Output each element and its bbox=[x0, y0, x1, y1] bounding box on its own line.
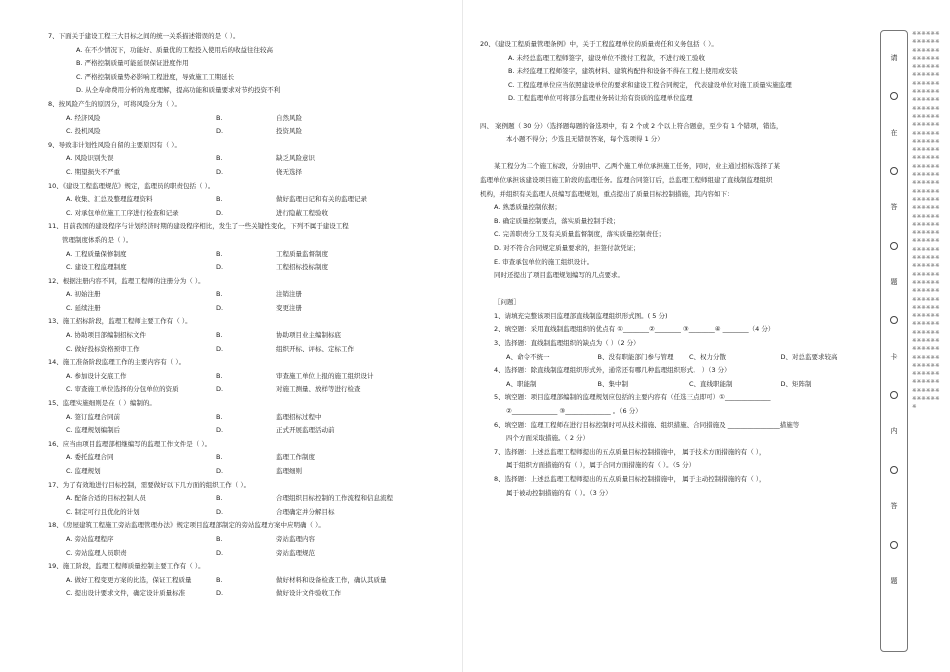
binding-circle-icon bbox=[890, 541, 898, 549]
option-b-marker: D. bbox=[216, 263, 224, 272]
option-a-text: A. 参加设计交底工作 bbox=[66, 371, 127, 380]
question-line: D. 对不符合合同规定质量要求的，拒签付款凭证； bbox=[494, 243, 640, 252]
option-a-text: A. 经济风险 bbox=[66, 113, 101, 122]
page-fold-line bbox=[462, 0, 463, 672]
right-question-column bbox=[480, 38, 872, 500]
binding-char: 题 bbox=[890, 576, 898, 585]
option-b-text: 监理工作制度 bbox=[276, 453, 315, 462]
option-a-text: C. 旁站监理人员职责 bbox=[66, 548, 127, 557]
binding-char: 卡 bbox=[890, 352, 898, 361]
question-line: 14、施工准备阶段监理工作的主要内容有（ ）。 bbox=[48, 358, 186, 367]
question-line: 3、选择题：直线制监理组织的缺点为（ ）（2 分） bbox=[494, 339, 640, 348]
option-row bbox=[48, 574, 443, 588]
binding-char: 题 bbox=[890, 278, 898, 287]
option-b-text: 进行隐蔽工程验收 bbox=[276, 208, 328, 217]
spacer bbox=[480, 106, 872, 120]
option-b-text: 投资风险 bbox=[276, 127, 302, 136]
option-a-text: A. 风险识别失误 bbox=[66, 154, 114, 163]
option-b-marker: B. bbox=[216, 290, 223, 299]
option-line: A. 在不少情况下，功能好、质量优的工程投入使用后的收益往往较高 bbox=[76, 45, 273, 54]
option-row bbox=[48, 451, 443, 465]
question-line: 本小题不得分；少选且无错误答案，每个选项得 1 分） bbox=[506, 135, 664, 144]
option-a-text: A. 收集、汇总及整理监理资料 bbox=[66, 195, 153, 204]
option-a-text: A. 初始注册 bbox=[66, 290, 101, 299]
option-b-text: 做好设计文件验收工作 bbox=[276, 589, 341, 598]
option-b-marker: D. bbox=[216, 167, 224, 176]
binding-margin-box bbox=[880, 30, 908, 652]
question-line: 7、选择题：上述总监理工程师提出的五点质量目标控制措施中， 属于技术方面措施的有（ ）， bbox=[494, 447, 766, 456]
question-line: 7、下面关于建设工程三大目标之间的统一关系描述错误的是（ ）。 bbox=[48, 32, 240, 40]
option-row bbox=[48, 465, 443, 479]
option-b-text: 缺乏风险意识 bbox=[276, 154, 315, 163]
option-a-text: A. 协助项目部编制招标文件 bbox=[66, 331, 146, 340]
option-row bbox=[48, 370, 443, 384]
option-b-marker: B. bbox=[216, 154, 223, 163]
question-line: 同时还提出了项目监理规划编写的几点要求。 bbox=[494, 271, 624, 280]
option-b-marker: B. bbox=[216, 575, 223, 584]
option-b-text: 合理组织目标控制的工作流程和信息流程 bbox=[276, 494, 393, 503]
option-row bbox=[48, 193, 443, 207]
question-line: A. 熟悉质量控制依据； bbox=[494, 203, 561, 212]
question-line: ②______________ ③______________ 。（6 分） bbox=[506, 407, 642, 416]
question-line: 监理单位承担该建设项目施工阶段的监理任务。监理合同签订后，总监理工程师组建了直线制监理组织 bbox=[480, 175, 773, 184]
option-b-text: 工程招标投标制度 bbox=[276, 263, 328, 272]
option-row bbox=[48, 411, 443, 425]
option-b-text: 协助项目业主编制标底 bbox=[276, 331, 341, 340]
option-b-text: B、没有职能部门参与管理 bbox=[597, 352, 674, 361]
option-a-text: A. 做好工程变更方案的比选，保证工程质量 bbox=[66, 575, 192, 584]
option-row bbox=[48, 587, 443, 601]
binding-circle-icon bbox=[890, 92, 898, 100]
option-row bbox=[48, 288, 443, 302]
option-b-marker: D. bbox=[216, 303, 224, 312]
option-row bbox=[48, 166, 443, 180]
option-row bbox=[48, 506, 443, 520]
option-row bbox=[48, 125, 443, 139]
question-line: 四、 案例题（ 30 分）（选择题每题的备选项中，有 2 个或 2 个以上符合题意，至少有 1 个错项，错选， bbox=[480, 121, 783, 130]
option-line: D. 工程监理单位可将部分监理业务转让给有资质的监理单位监理 bbox=[508, 94, 693, 103]
spacer bbox=[480, 283, 872, 297]
option-b-text: 做好材料和设备检查工作，确认其质量 bbox=[276, 575, 387, 584]
option-row bbox=[48, 207, 443, 221]
option-b-text: 变更注册 bbox=[276, 303, 302, 312]
option-a-text: C. 对承包单位施工工序进行检查和记录 bbox=[66, 208, 179, 217]
option-row bbox=[48, 492, 443, 506]
binding-circle-icon bbox=[890, 466, 898, 474]
option-d-text: D、矩阵制 bbox=[780, 379, 812, 388]
option-a-text: C. 做好投标资格预审工作 bbox=[66, 344, 140, 353]
option-b-marker: D. bbox=[216, 467, 224, 475]
question-line: B. 确定质量控制要点，落实质量控制手段； bbox=[494, 216, 620, 225]
question-line: 18、《房屋建筑工程施工旁站监理管理办法》规定项目监理部制定的旁站监理方案中应明确（ ）。 bbox=[48, 521, 325, 530]
option-b-text: 监理招标过程中 bbox=[276, 412, 322, 421]
question-line: 10、《建设工程监理规范》规定，监理员的职责包括（ ）。 bbox=[48, 181, 215, 190]
option-b-marker: B. bbox=[216, 113, 223, 122]
binding-char: 答 bbox=[890, 203, 898, 212]
question-line: 12、根据注册内容不同，监理工程师的注册分为（ ）。 bbox=[48, 276, 205, 285]
option-a-text: C. 建设工程监理制度 bbox=[66, 263, 127, 272]
option-d-text: D、对总监要求较高 bbox=[780, 352, 838, 361]
option-row bbox=[48, 302, 443, 316]
option-c-text: C、直线职能制 bbox=[689, 379, 733, 388]
question-line: ［问题］ bbox=[494, 298, 520, 307]
question-line: 属于被动控制措施的有（ ）。（3 分） bbox=[506, 488, 612, 497]
option-a-text: C. 期望损失不严重 bbox=[66, 167, 121, 176]
question-line: 属于组织方面措施的有（ ），属于合同方面措施的有（ ）。（5 分） bbox=[506, 461, 696, 470]
option-b-marker: D. bbox=[216, 344, 224, 353]
option-a-text: C. 监理规划编制后 bbox=[66, 426, 121, 435]
option-b-marker: B. bbox=[216, 249, 223, 258]
option-row bbox=[48, 343, 443, 357]
option-b-marker: B. bbox=[216, 195, 223, 204]
option-b-text: 做好监理日记和有关的监理记录 bbox=[276, 195, 367, 204]
option-b-text: 合理确定并分解目标 bbox=[276, 507, 335, 516]
option-line: D. 从全寿命费用分析的角度理解，提高功能和质量要求对节约投资不利 bbox=[76, 86, 281, 95]
option-a-text: C. 投机风险 bbox=[66, 127, 101, 136]
option-b-marker: B. bbox=[216, 331, 223, 340]
question-line: 5、填空题：项目监理部编制的监理规划应包括的主要内容有（任选三点即可）①______________ bbox=[494, 393, 771, 402]
option-row bbox=[480, 351, 872, 365]
option-row bbox=[48, 112, 443, 126]
binding-circle-icon bbox=[890, 316, 898, 324]
option-b-marker: D. bbox=[216, 385, 224, 394]
binding-char: 内 bbox=[890, 427, 898, 436]
option-row bbox=[48, 329, 443, 343]
question-line: 9、导致非计划性风险自留的主要原因有（ ）。 bbox=[48, 140, 181, 149]
option-b-marker: D. bbox=[216, 589, 224, 598]
question-line: 机构，并组织有关监理人员编写监理规划，重点提出了质量目标控制措施，其内容如下： bbox=[480, 189, 734, 198]
option-a-text: C. 延续注册 bbox=[66, 303, 101, 312]
option-line: A. 未经总监理工程师签字，建设单位不拨付工程款，不进行竣工验收 bbox=[508, 53, 705, 62]
question-line: C. 完善职责分工及有关质量监督制度，落实质量控制责任； bbox=[494, 230, 666, 239]
question-line: 19、施工阶段，监理工程师质量控制主要工作有（ ）。 bbox=[48, 562, 205, 571]
option-a-text: A. 签订监理合同前 bbox=[66, 412, 120, 421]
option-b-text: 自然风险 bbox=[276, 113, 302, 122]
left-question-column bbox=[48, 30, 443, 601]
question-line: 管理制度体系的是（ ）。 bbox=[62, 235, 133, 244]
option-row bbox=[48, 547, 443, 561]
option-b-text: 审查施工单位上报的施工组织设计 bbox=[276, 371, 374, 380]
option-a-text: C. 制定可行且优化的计划 bbox=[66, 507, 140, 516]
option-row bbox=[48, 383, 443, 397]
question-line: 11、目前我国的建设程序与计划经济时期的建设程序相比，发生了一些关键性变化，下列不属于建设工程 bbox=[48, 222, 349, 231]
option-row bbox=[48, 261, 443, 275]
option-line: B. 未经监理工程师签字，建筑材料、建筑构配件和设备不得在工程上使用或安装 bbox=[508, 67, 738, 76]
spacer bbox=[480, 147, 872, 161]
option-b-marker: D. bbox=[216, 548, 224, 557]
option-b-marker: B. bbox=[216, 453, 223, 462]
option-b-marker: B. bbox=[216, 412, 223, 421]
option-b-text: 工程质量监督制度 bbox=[276, 249, 328, 258]
question-line: E. 审查承包单位的施工组织设计。 bbox=[494, 257, 594, 266]
option-a-text: A. 配备合适的目标控制人员 bbox=[66, 494, 146, 503]
question-line: 6、填空题：监理工程师在进行目标控制时可从技术措施、组织措施、合同措施及 ________________措施等 bbox=[494, 420, 800, 429]
binding-char: 在 bbox=[890, 128, 898, 137]
binding-circle-icon bbox=[890, 242, 898, 250]
option-b-text: 旁站监理规范 bbox=[276, 548, 315, 557]
option-a-text: C. 提出设计要求文件，确定设计质量标准 bbox=[66, 589, 186, 598]
question-line: 13、施工招标阶段，监理工程师主要工作有（ ）。 bbox=[48, 317, 192, 326]
option-a-text: A、命令不统一 bbox=[506, 352, 550, 361]
question-line: 20、《建设工程质量管理条例》中，关于工程监理单位的质量责任和义务包括（ ）。 bbox=[480, 40, 718, 48]
question-line: 8、按风险产生的原因分，可将风险分为（ ）。 bbox=[48, 99, 181, 108]
option-b-text: 对施工测量、放样等进行检查 bbox=[276, 385, 361, 394]
option-b-text: 正式开展监理活动前 bbox=[276, 426, 335, 435]
question-line: 2、填空题：采用直线制监理组织的优点有 ①________②________ ③________④ ________（4 分） bbox=[494, 325, 775, 334]
question-line: 8、选择题：上述总监理工程师提出的五点质量目标控制措施中， 属于主动控制措施的有（ ）， bbox=[494, 475, 766, 483]
binding-char: 请 bbox=[890, 54, 898, 62]
binding-star-border: ※※※※※※※※※※※※※※※※※※※※※※※※※※※※※※※※※※※※※※※※※※※※※※※※※※※※※※※※※※※※※※※※※※※※※※※※※※※※※※※※※※※※※※※※※※※※※※※※※※※※※※※※※※※※※※※※※※※※※※※※※※※※※※※※※※※※※※※※※※※※※※※※※※※※※※※※※※※※※※※※※※※※※※※※※※※※※※※※※※※※※※※※※※※※※※※※※※※※※※※※※※※※※※※※※※※※※※※※※※※※※※※※※※※※※※※※※※※※※※※※※※※※※※※※※※※※※※※※※※※※※※※※※※※※※※※ bbox=[912, 31, 940, 411]
option-a-text: C. 监理规划 bbox=[66, 467, 101, 475]
binding-char: 答 bbox=[890, 502, 898, 511]
question-line: 某工程分为二个施工标段，分别由甲、乙两个施工单位承担施工任务，同时，业主通过招标选择了某 bbox=[494, 162, 780, 171]
option-line: B. 严格控制质量可能延误保证进度作用 bbox=[76, 59, 189, 68]
option-row bbox=[48, 248, 443, 262]
question-line: 1、请填充完整该项目监理部直线制监理组织形式图。( 5 分) bbox=[494, 311, 668, 320]
question-line: 四个方面采取措施。（ 2 分） bbox=[506, 434, 590, 443]
option-a-text: C. 审查施工单位选择的分包单位的资质 bbox=[66, 385, 179, 394]
option-a-text: A. 委托监理合同 bbox=[66, 453, 114, 462]
option-a-text: A、职能制 bbox=[506, 379, 537, 388]
option-row bbox=[48, 152, 443, 166]
option-b-marker: D. bbox=[216, 208, 224, 217]
question-line: 15、监理实施细则是在（ ）编制的。 bbox=[48, 399, 156, 408]
option-b-text: 监理细则 bbox=[276, 467, 302, 475]
question-line: 17、为了有效地进行目标控制，需要做好以下几方面的组织工作（ ）。 bbox=[48, 480, 251, 489]
option-b-text: B、集中制 bbox=[597, 379, 628, 388]
option-b-marker: D. bbox=[216, 507, 224, 516]
question-line: 16、应当由项目监理部相继编写的监理工作文件是（ ）。 bbox=[48, 439, 212, 448]
option-b-marker: B. bbox=[216, 371, 223, 380]
option-b-text: 组织开标、评标、定标工作 bbox=[276, 344, 354, 353]
option-b-text: 侥无选择 bbox=[276, 167, 302, 176]
option-b-text: 旁站监理内容 bbox=[276, 534, 315, 543]
option-a-text: A. 工程质量保修制度 bbox=[66, 249, 127, 258]
option-b-marker: D. bbox=[216, 127, 224, 136]
binding-circle-icon bbox=[890, 391, 898, 399]
option-b-marker: B. bbox=[216, 494, 223, 503]
option-line: C. 工程监理单位应当依照建设单位的要求和建设工程合同规定， 代表建设单位对施工质量实施监理 bbox=[508, 80, 792, 89]
question-line: 4、选择题：除直线制监理组织形式外，通常还有哪几种监理组织形式． ）（3 分） bbox=[494, 366, 731, 375]
option-b-marker: B. bbox=[216, 534, 223, 543]
option-row bbox=[48, 424, 443, 438]
option-row bbox=[48, 533, 443, 547]
option-line: C. 严格控制质量势必影响工程进度，导致施工工期延长 bbox=[76, 72, 235, 81]
binding-circle-icon bbox=[890, 167, 898, 175]
option-b-text: 注销注册 bbox=[276, 290, 302, 299]
option-b-marker: D. bbox=[216, 426, 224, 435]
option-a-text: A. 旁站监理程序 bbox=[66, 534, 114, 543]
option-row bbox=[480, 378, 872, 392]
option-c-text: C、权力分散 bbox=[689, 352, 727, 361]
